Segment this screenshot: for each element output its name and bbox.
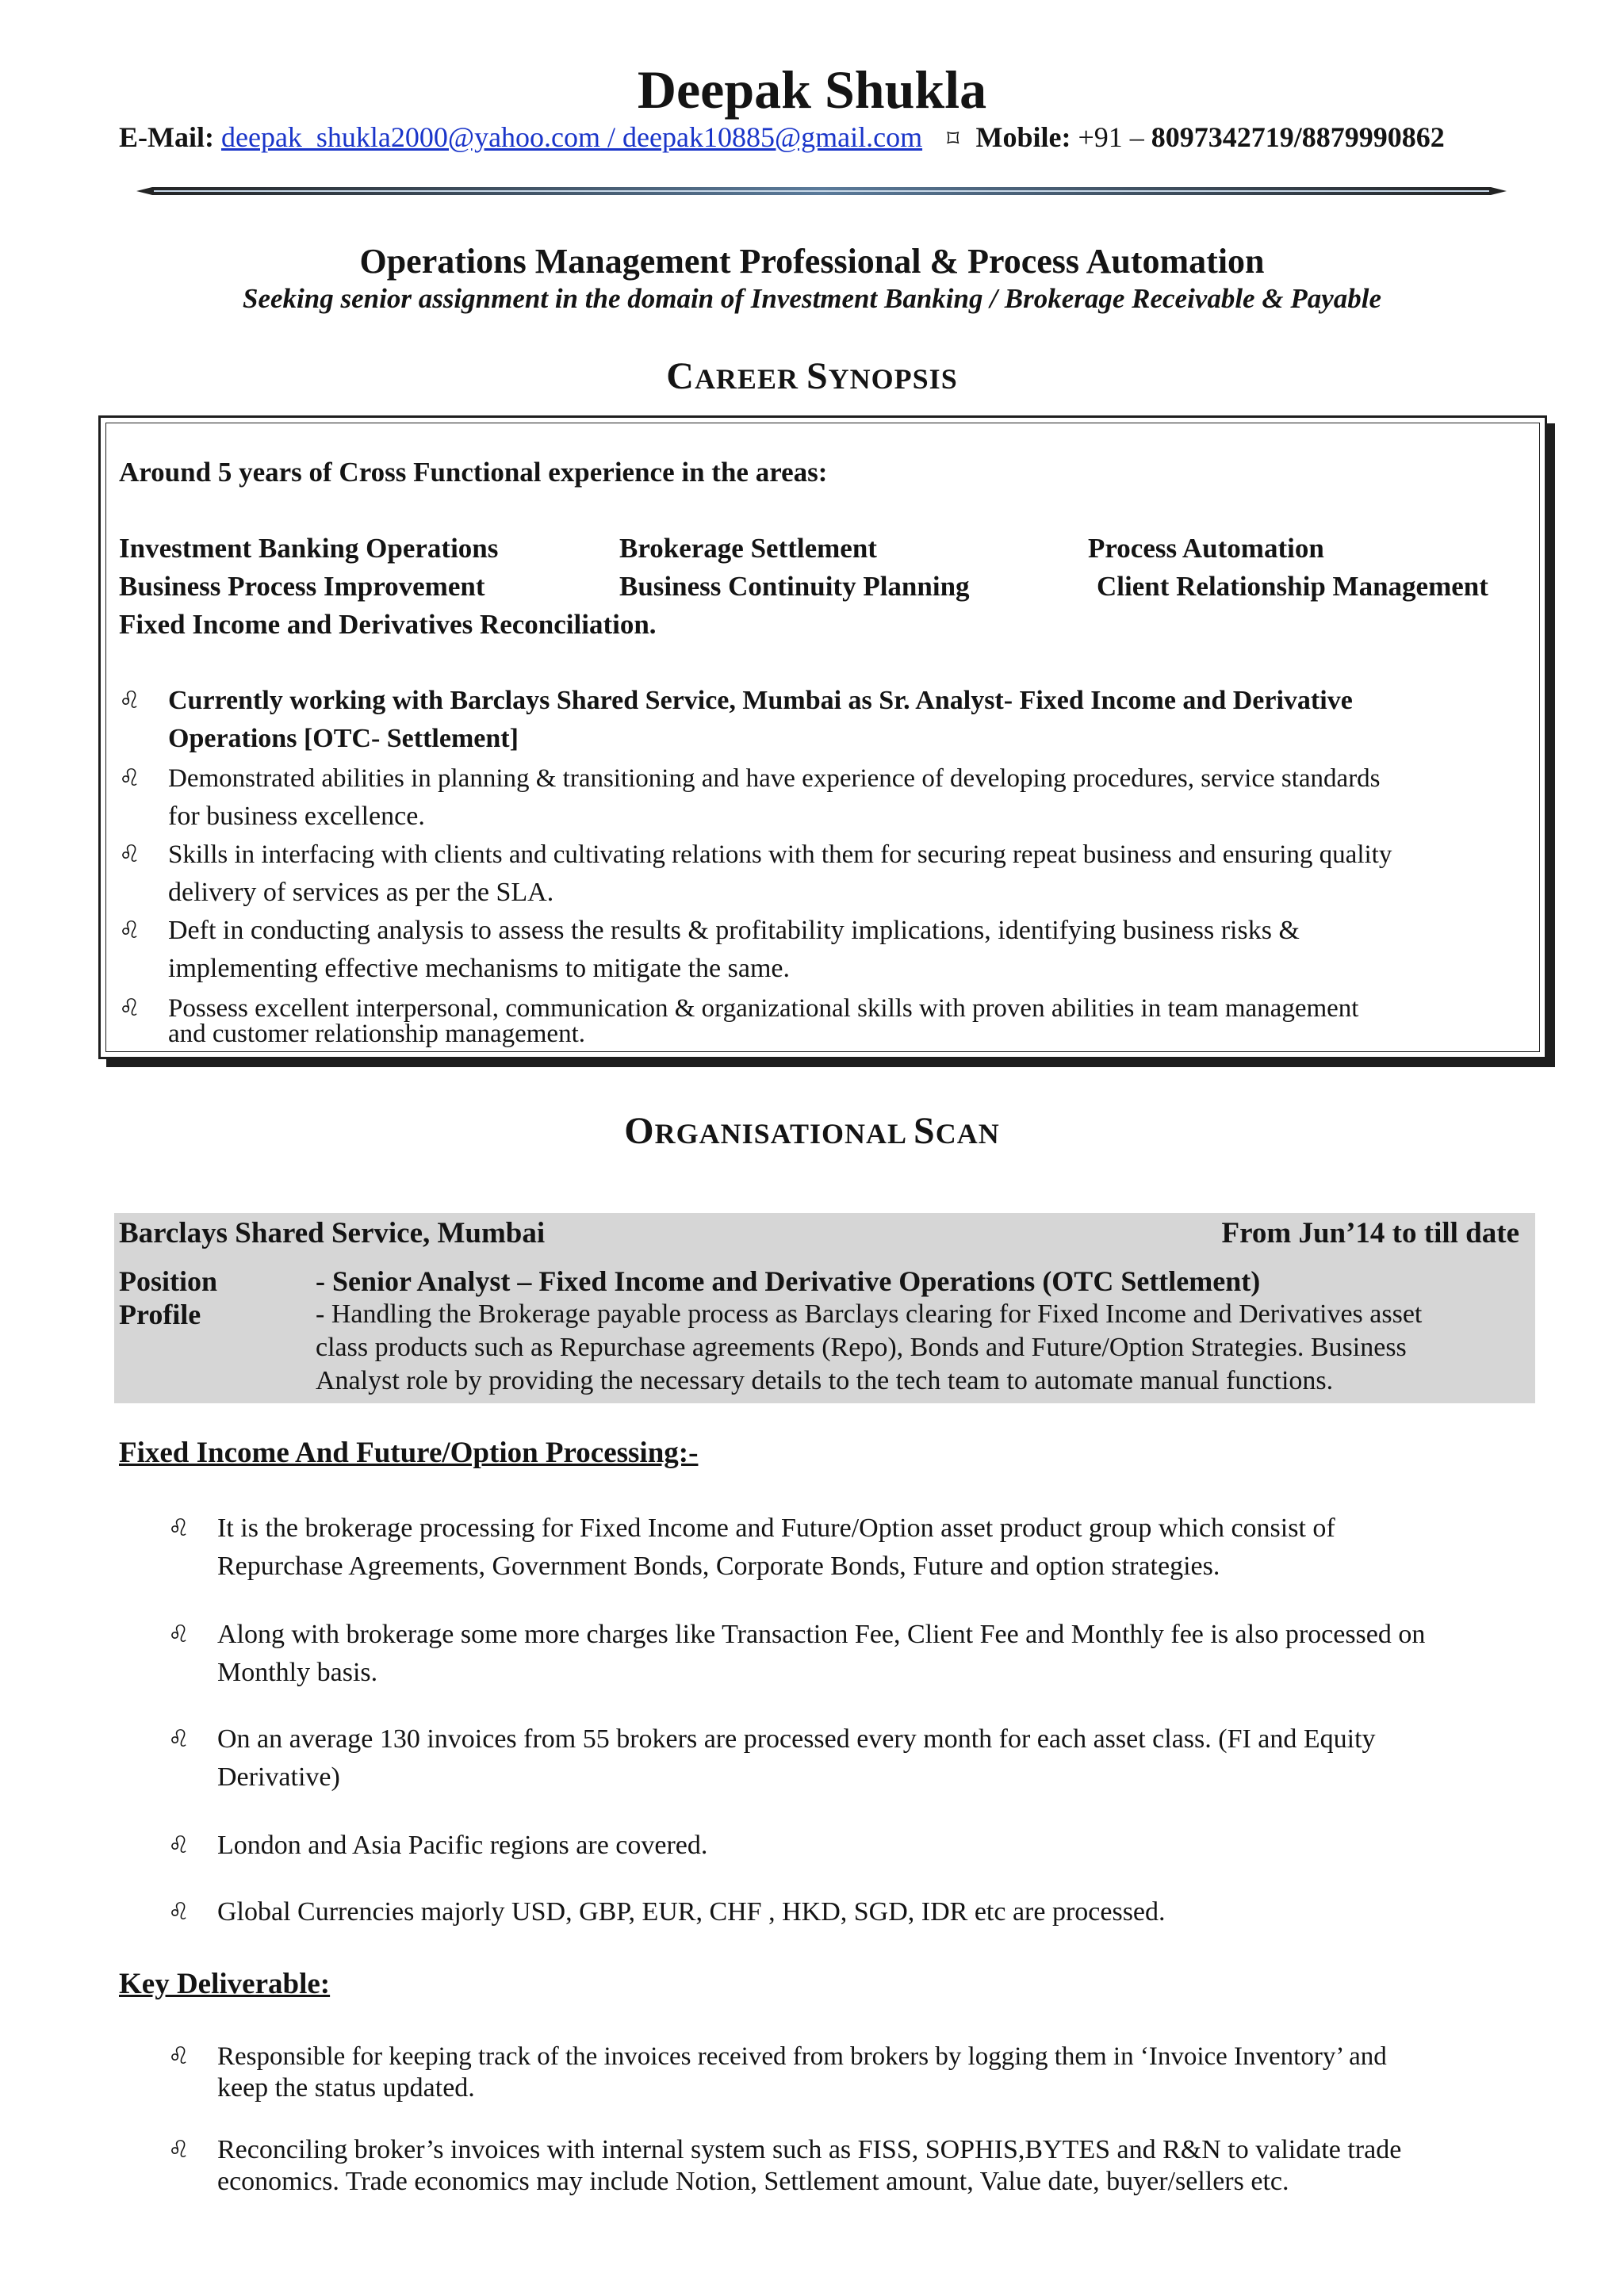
key-deliverable-heading: Key Deliverable: — [119, 1968, 331, 2000]
separator-icon: ⌑ — [947, 125, 959, 153]
key-deliverable-bullet: ♌ Reconciling broker’s invoices with internal system such as FISS, SOPHIS,BYTES and R&N to validate trade economics. Trade economics may include Notion, Settlement amount, Value date, buyer/sellers etc. — [168, 2131, 1532, 2202]
synopsis-bullet: ♌ Possess excellent interpersonal, communication & organizational skills with proven abilities in team management and customer relationship management. — [119, 989, 1530, 1053]
fixed-income-heading: Fixed Income And Future/Option Processing:- — [119, 1437, 699, 1469]
profile-line: Analyst role by providing the necessary details to the tech team to automate manual functions. — [316, 1366, 1334, 1395]
contact-line — [119, 119, 1546, 158]
bullet-icon: ♌ — [168, 1621, 190, 1648]
mobile-numbers: 8097342719/8879990862 — [1151, 121, 1445, 153]
bullet-icon: ♌ — [119, 840, 140, 868]
employment-period: From Jun’14 to till date — [1221, 1217, 1519, 1249]
area-item: Business Continuity Planning — [619, 571, 970, 602]
profile-line: class products such as Repurchase agreements (Repo), Bonds and Future/Option Strategies. Business — [316, 1333, 1407, 1362]
bullet-icon: ♌ — [119, 764, 140, 792]
bullet-icon: ♌ — [119, 994, 140, 1022]
bullet-icon: ♌ — [168, 1725, 190, 1753]
mobile-label: Mobile: — [975, 121, 1071, 153]
email-label: E-Mail: — [119, 121, 214, 153]
bullet-icon: ♌ — [168, 2136, 190, 2164]
header-divider — [136, 186, 1507, 196]
area-item: Brokerage Settlement — [619, 533, 877, 564]
headline-subtitle: Seeking senior assignment in the domain of Investment Banking / Brokerage Receivable & Payable — [243, 283, 1381, 314]
position-label: Position — [119, 1265, 218, 1297]
synopsis-intro: Around 5 years of Cross Functional experience in the areas: — [119, 457, 828, 488]
profile-label: Profile — [119, 1299, 201, 1330]
organisational-scan-title: ORGANISATIONAL SCAN — [624, 1110, 1000, 1152]
fixed-income-bullet: ♌ Global Currencies majorly USD, GBP, EUR, CHF , HKD, SGD, IDR etc are processed. — [168, 1893, 1532, 1931]
fixed-income-bullet: ♌ It is the brokerage processing for Fixed Income and Future/Option asset product group which consist of Repurchase Agreements, Government Bonds, Corporate Bonds, Future and option strategies. — [168, 1510, 1532, 1586]
bullet-icon: ♌ — [168, 2042, 190, 2070]
bullet-icon: ♌ — [119, 916, 140, 944]
mobile-prefix: +91 – — [1078, 121, 1151, 153]
synopsis-bullet: ♌ Deft in conducting analysis to assess the results & profitability implications, identifying business risks & implementing effective mechanisms to mitigate the same. — [119, 912, 1530, 988]
career-synopsis-title: CAREER SYNOPSIS — [666, 355, 958, 397]
fixed-income-bullet: ♌ London and Asia Pacific regions are covered. — [168, 1827, 1532, 1865]
synopsis-bullet: ♌ Currently working with Barclays Shared Service, Mumbai as Sr. Analyst- Fixed Income and Derivative Operations [OTC- Settlement] — [119, 682, 1530, 758]
position-value: - Senior Analyst – Fixed Income and Derivative Operations (OTC Settlement) — [316, 1265, 1261, 1297]
email-link-primary[interactable]: deepak_shukla2000@yahoo.com — [220, 121, 601, 153]
key-deliverable-bullet: ♌ Responsible for keeping track of the invoices received from brokers by logging them in ‘Invoice Inventory’ and keep the status updated. — [168, 2038, 1532, 2109]
fixed-income-bullet: ♌ On an average 130 invoices from 55 brokers are processed every month for each asset class. (FI and Equity Derivative) — [168, 1720, 1532, 1797]
profile-line: - Handling the Brokerage payable process as Barclays clearing for Fixed Income and Derivatives asset — [316, 1299, 1423, 1329]
area-item: Fixed Income and Derivatives Reconciliation. — [119, 609, 657, 640]
area-item: Process Automation — [1088, 533, 1324, 564]
synopsis-bullet: ♌ Demonstrated abilities in planning & transitioning and have experience of developing procedures, service standards for business excellence. — [119, 760, 1530, 836]
headline-title: Operations Management Professional & Process Automation — [359, 242, 1265, 281]
synopsis-bullet: ♌ Skills in interfacing with clients and cultivating relations with them for securing repeat business and ensuring quality delivery of services as per the SLA. — [119, 836, 1530, 912]
fixed-income-bullet: ♌ Along with brokerage some more charges like Transaction Fee, Client Fee and Monthly fee is also processed on Monthly basis. — [168, 1616, 1532, 1692]
bullet-icon: ♌ — [168, 1514, 190, 1542]
area-item: Investment Banking Operations — [119, 533, 499, 564]
email-link-secondary[interactable]: / deepak10885@gmail.com — [600, 121, 923, 153]
employer-name: Barclays Shared Service, Mumbai — [119, 1217, 546, 1249]
candidate-name: Deepak Shukla — [637, 59, 987, 120]
bullet-icon: ♌ — [168, 1831, 190, 1859]
area-item: Business Process Improvement — [119, 571, 485, 602]
area-item: Client Relationship Management — [1097, 571, 1488, 602]
bullet-icon: ♌ — [168, 1898, 190, 1926]
bullet-icon: ♌ — [119, 687, 140, 714]
